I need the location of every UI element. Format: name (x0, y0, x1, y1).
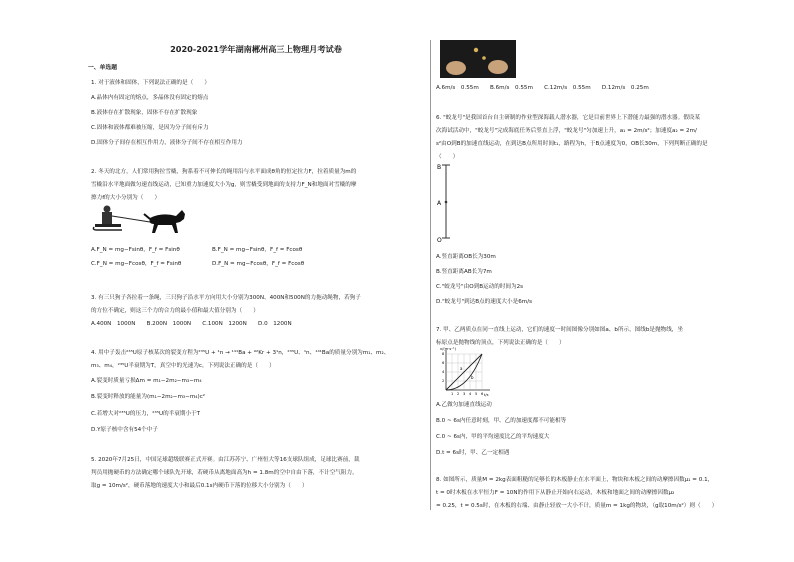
q2-option-d: D.F_N = mg−Fcosθ，F_f = Fcosθ (212, 261, 305, 267)
q1-stem: 1. 对于液体和固体，下列说法正确的是（ ） (91, 80, 210, 86)
q6-line2: 次海试活动中，"蛟龙号"完成海底任务后竖直上浮，"蛟龙号"匀加速上升，a₁ = 2m/s²；加速度a₂ = 2m/ (436, 128, 697, 134)
q4-option-a: A.裂变时质量亏损Δm = m₁−2m₂−m₃−m₄ (91, 378, 202, 384)
x-tick: 6 (481, 392, 484, 396)
q1-option-a: A.晶体内有固定的熔点，多晶体没有固定的熔点 (91, 95, 209, 101)
q4-line1: 4. 用中子轰击²³⁵U原子核某次的裂变方程为²³⁵U + ¹n → ¹⁴¹Ba + ⁹²Kr + 3¹n，²³⁵U、¹n、¹⁴¹Ba的质量分别为m₁、m₂、 (91, 350, 390, 356)
q1-option-b: B.液体存在扩散现象，固体不存在扩散现象 (91, 110, 198, 116)
x-tick: 2 (457, 392, 460, 396)
q3-line2: 的方位不确定，则这三个力的合力的最小值和最大值分别为（ ） (91, 308, 259, 314)
q5-options: A.6m/s 0.55m B.6m/s 0.55m C.12m/s 0.55m D.12m/s 0.25m (436, 85, 649, 91)
x-axis-label: t/s (484, 393, 489, 397)
q8-line1: 8. 如图所示，质量M = 2kg表面粗糙的足够长的木板静止在水平面上，物块和木板之间的动摩擦因数μ₁ = 0.1， (436, 477, 714, 483)
q2-line1: 2. 冬天的北方，人们常用狗拉雪橇，狗系着不可伸长的绳用沿与水平面成θ角的恒定拉力F，拉着质量为m的 (91, 169, 357, 175)
series-label-a: a (460, 366, 463, 371)
q6-option-d: D."蛟龙号"到达B点的速度大小是6m/s (436, 299, 533, 305)
q4-option-c: C.若增大对²³⁵U的压力，²³⁵U的半衰期小于T (91, 411, 201, 417)
q5-line1: 5. 2020年7月25日，中国足球超级联赛正式开赛。由江苏苏宁、广州恒大等16支球队组成，足球比赛前，裁 (91, 457, 360, 463)
y-tick: 8 (442, 352, 445, 356)
y-axis-label: v/(m·s⁻¹) (440, 347, 456, 351)
q6-option-b: B.竖直距离AB长为7m (436, 269, 492, 275)
q6-option-a: A.竖直距离OB长为30m (436, 254, 496, 260)
q2-option-c: C.F_N = mg−Fcosθ，F_f = Fsinθ (91, 261, 182, 267)
q6-line1: 6. "蛟龙号"是我国首台自主研制的作业型深海载人潜水器，它是目前世界上下潜能力最强的潜水器。假设某 (436, 115, 700, 121)
q4-option-b: B.裂变时释放的能量为(m₁−2m₂−m₃−m₄)c² (91, 394, 206, 400)
q5-line3: 取g = 10m/s²，硬币落地的速度大小和最后0.1s内硬币下落的位移大小分别为（ ） (91, 483, 308, 489)
q6-option-c: C."蛟龙号"由O到B运动的时间为2s (436, 284, 524, 290)
q4-option-d: D.Y原子核中含有54个中子 (91, 427, 158, 433)
left-column (88, 0, 424, 562)
q2-line3: 擦力f的大小分别为（ ） (91, 195, 161, 201)
sled-dog-figure (92, 202, 202, 238)
q2-line2: 雪橇沿水平地面做匀速直线运动，已知重力加速度大小为g，则雪橇受到地面的支持力F_N和地面对雪橇的摩 (91, 182, 357, 188)
q7-option-c: C.0 ~ 6s内，甲的平均速度比乙的平均速度大 (436, 434, 550, 440)
x-tick: 4 (469, 392, 472, 396)
velocity-time-graph (438, 346, 494, 398)
q8-line2: t = 0时木板在水平恒力F = 10N的作用下从静止开始向右运动，木板和地面之间的动摩擦因数μ₂ (436, 490, 675, 496)
y-tick: 4 (442, 370, 445, 374)
q3-options: A.400N 1000N B.200N 1000N C.100N 1200N D.0 1200N (91, 321, 292, 327)
q7-option-b: B.0 ~ 6s内任意时刻，甲、乙的加速度都不可能相等 (436, 418, 567, 424)
q7-line2: 标原点是抛物线的顶点，下列说法正确的是（ ） (436, 340, 565, 346)
label-o: O (437, 237, 442, 244)
x-tick: 3 (463, 392, 466, 396)
label-a: A (437, 200, 442, 207)
page-title: 2020-2021学年湖南郴州高三上物理月考试卷 (170, 44, 342, 54)
y-tick: 2 (442, 379, 445, 383)
section-heading: 一、单选题 (88, 65, 117, 71)
q3-line1: 3. 有三只狗子各拉着一条绳，三只狗子沿水平方向用大小分别为300N、400N和500N的力拖动绳物，若狗子 (91, 295, 361, 301)
x-tick: 5 (475, 392, 478, 396)
q4-line2: m₃、m₄，²³⁵U半衰期为T，真空中的光速为c，下列说法正确的是（ ） (91, 363, 275, 369)
q7-line1: 7. 甲、乙两质点在同一直线上运动，它们的速度一时间图像分别如图a、b所示，图线b是抛物线，坐 (436, 327, 683, 333)
y-tick: 6 (442, 361, 445, 365)
column-divider (430, 40, 431, 510)
series-label-b: b (471, 375, 474, 380)
q1-option-c: C.固体和液体都难被压缩，是因为分子间有斥力 (91, 125, 209, 131)
right-column (436, 0, 771, 562)
q6-line4: （ ） (436, 154, 459, 160)
depth-figure (436, 160, 456, 245)
q5-line2: 判员用抛硬币的方法确定哪个球队先开球，若硬币从离地面高为h = 1.8m的空中自由下落，不计空气阻力， (91, 470, 358, 476)
label-b: B (437, 164, 442, 171)
q2-option-a: A.F_N = mg−Fsinθ，F_f = Fsinθ (91, 247, 180, 253)
q7-option-a: A.乙做匀加速直线运动 (436, 402, 492, 408)
q8-line3: = 0.25，t = 0.5s时，在木板的右端、由静止轻放一大小不计，质量m = 1kg的物块，（g取10m/s²）则（ ） (436, 503, 718, 509)
q7-option-d: D.t = 6s时，甲、乙一定相遇 (436, 450, 510, 456)
q1-option-d: D.固体分子间存在相互作用力，液体分子间不存在相互作用力 (91, 140, 243, 146)
x-tick: 1 (451, 392, 454, 396)
q6-line3: s²由O到B的加速直线运动，在到达B点所用时间t₁，路程为h，于B点速度为0，OB长30m，下列判断正确的是 (436, 141, 708, 147)
coin-toss-photo (440, 40, 516, 78)
q2-option-b: B.F_N = mg−Fsinθ，F_f = Fcosθ (212, 247, 303, 253)
